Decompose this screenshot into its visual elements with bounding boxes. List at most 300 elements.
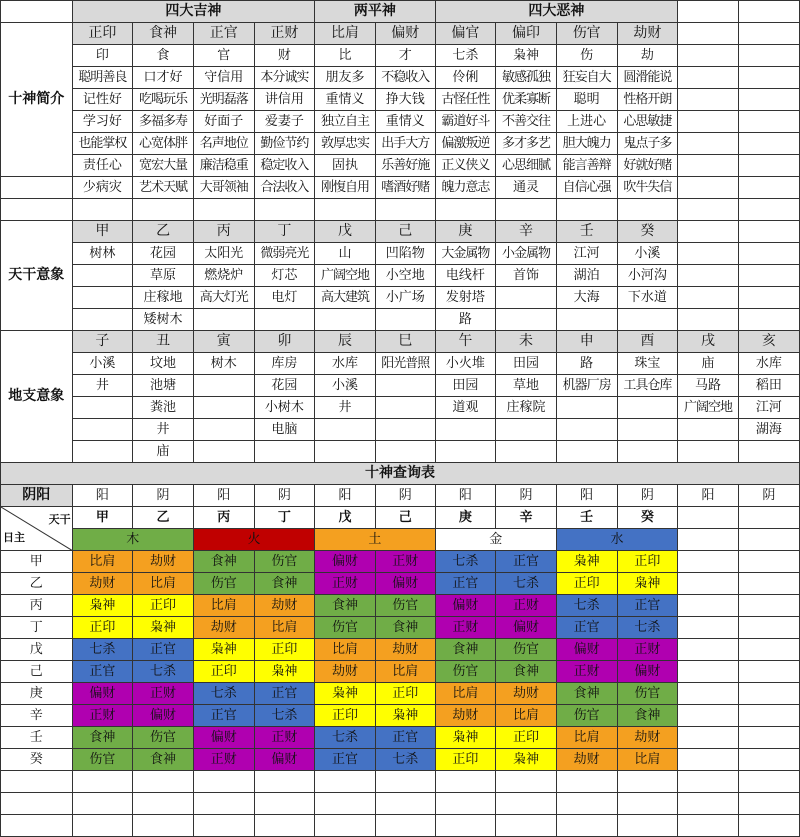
shishen-trait: 吹牛失信	[617, 177, 678, 199]
shishen-trait: 学习好	[72, 111, 133, 133]
shishen-result: 比肩	[133, 573, 194, 595]
query-gan-header: 辛	[496, 507, 557, 529]
dizhi-image: 小溪	[315, 375, 376, 397]
dizhi-image: 道观	[435, 397, 496, 419]
yinyang-value: 阳	[556, 485, 617, 507]
dizhi-image: 坟地	[133, 353, 194, 375]
shishen-result: 食神	[193, 551, 254, 573]
empty-cell	[738, 111, 799, 133]
empty-cell	[678, 705, 739, 727]
shishen-result: 正财	[435, 617, 496, 639]
shishen-result: 正官	[556, 617, 617, 639]
shishen-result: 食神	[315, 595, 376, 617]
empty-cell	[1, 199, 73, 221]
yinyang-value: 阴	[133, 485, 194, 507]
dizhi-image: 田园	[496, 353, 557, 375]
dizhi-image: 水库	[738, 353, 799, 375]
shishen-result: 正财	[133, 683, 194, 705]
element-band: 水	[556, 529, 677, 551]
empty-cell	[193, 815, 254, 837]
shishen-result: 七杀	[375, 749, 435, 771]
dizhi-image	[556, 419, 617, 441]
empty-cell	[556, 199, 617, 221]
dizhi-image	[375, 397, 435, 419]
dizhi-header: 卯	[254, 331, 315, 353]
empty-cell	[617, 771, 678, 793]
shishen-trait: 偏激叛逆	[435, 133, 496, 155]
shishen-result: 食神	[435, 639, 496, 661]
dizhi-image: 路	[556, 353, 617, 375]
tiangan-image: 凹陷物	[375, 243, 435, 265]
dizhi-image: 井	[72, 375, 133, 397]
shishen-trait: 能言善辩	[556, 155, 617, 177]
shishen-result: 正财	[193, 749, 254, 771]
shishen-trait: 出手大方	[375, 133, 435, 155]
tiangan-header: 丁	[254, 221, 315, 243]
empty-cell	[254, 771, 315, 793]
corner-daymaster-tiangan	[1, 507, 73, 551]
shishen-trait: 官	[193, 45, 254, 67]
empty-cell	[678, 507, 739, 529]
shishen-result: 伤官	[193, 573, 254, 595]
empty-cell	[1, 771, 73, 793]
dizhi-header: 亥	[738, 331, 799, 353]
dizhi-image: 小树木	[254, 397, 315, 419]
shishen-result: 伤官	[617, 683, 678, 705]
shishen-result: 伤官	[435, 661, 496, 683]
empty-cell	[738, 617, 799, 639]
element-band: 火	[193, 529, 314, 551]
tiangan-image: 微弱亮光	[254, 243, 315, 265]
shishen-trait: 挣大钱	[375, 89, 435, 111]
empty-cell	[375, 815, 435, 837]
empty-cell	[435, 771, 496, 793]
empty-cell	[738, 287, 799, 309]
day-master: 乙	[1, 573, 73, 595]
shishen-trait: 印	[72, 45, 133, 67]
section-label-dizhi: 地支意象	[1, 331, 73, 463]
shishen-result: 正官	[496, 551, 557, 573]
day-master: 庚	[1, 683, 73, 705]
shishen-result: 正财	[496, 595, 557, 617]
dizhi-image	[435, 419, 496, 441]
shishen-trait: 财	[254, 45, 315, 67]
shishen-trait: 名声地位	[193, 133, 254, 155]
day-master: 癸	[1, 749, 73, 771]
query-gan-header: 乙	[133, 507, 194, 529]
shishen-trait: 古怪任性	[435, 89, 496, 111]
shishen-result: 正财	[556, 661, 617, 683]
dizhi-image	[72, 397, 133, 419]
dizhi-image	[315, 419, 376, 441]
shishen-result: 劫财	[193, 617, 254, 639]
dizhi-header: 丑	[133, 331, 194, 353]
empty-cell	[738, 661, 799, 683]
dizhi-image: 江河	[738, 397, 799, 419]
dizhi-image	[496, 441, 557, 463]
dizhi-image	[617, 441, 678, 463]
shishen-trait: 责任心	[72, 155, 133, 177]
shishen-result: 七杀	[315, 727, 376, 749]
dizhi-image	[556, 441, 617, 463]
shishen-result: 食神	[556, 683, 617, 705]
shishen-result: 伤官	[133, 727, 194, 749]
shishen-trait: 魄力意志	[435, 177, 496, 199]
shishen-result: 正财	[72, 705, 133, 727]
yinyang-value: 阳	[315, 485, 376, 507]
dizhi-image	[315, 441, 376, 463]
tiangan-image: 发射塔	[435, 287, 496, 309]
shishen-result: 枭神	[435, 727, 496, 749]
dizhi-image: 电脑	[254, 419, 315, 441]
yinyang-value: 阳	[435, 485, 496, 507]
dizhi-image: 草地	[496, 375, 557, 397]
empty-cell	[678, 177, 739, 199]
day-master: 甲	[1, 551, 73, 573]
shishen-result: 正官	[72, 661, 133, 683]
shishen-trait: 口才好	[133, 67, 194, 89]
shishen-result: 正印	[72, 617, 133, 639]
tiangan-image: 小金属物	[496, 243, 557, 265]
god-name-header: 正印	[72, 23, 133, 45]
shishen-result: 劫财	[375, 639, 435, 661]
tiangan-image: 燃烧炉	[193, 265, 254, 287]
tiangan-image	[496, 287, 557, 309]
shishen-result: 正印	[193, 661, 254, 683]
shishen-result: 正印	[556, 573, 617, 595]
empty-cell	[496, 199, 557, 221]
empty-cell	[193, 793, 254, 815]
shishen-trait: 自信心强	[556, 177, 617, 199]
shishen-result: 伤官	[556, 705, 617, 727]
query-gan-header: 己	[375, 507, 435, 529]
empty-cell	[738, 89, 799, 111]
empty-cell	[738, 23, 799, 45]
tiangan-header: 壬	[556, 221, 617, 243]
day-master: 壬	[1, 727, 73, 749]
shishen-trait: 勤俭节约	[254, 133, 315, 155]
shishen-result: 七杀	[254, 705, 315, 727]
dizhi-image: 阳光普照	[375, 353, 435, 375]
empty-cell	[678, 815, 739, 837]
empty-cell	[738, 199, 799, 221]
dizhi-image: 马路	[678, 375, 739, 397]
empty-cell	[133, 793, 194, 815]
yinyang-value: 阳	[193, 485, 254, 507]
empty-cell	[738, 67, 799, 89]
shishen-result: 比肩	[556, 727, 617, 749]
header-two-neutral: 两平神	[315, 1, 435, 23]
tiangan-image	[315, 309, 376, 331]
shishen-result: 伤官	[375, 595, 435, 617]
yinyang-value: 阳	[678, 485, 739, 507]
empty-cell	[678, 551, 739, 573]
shishen-result: 劫财	[617, 727, 678, 749]
dizhi-header: 酉	[617, 331, 678, 353]
god-name-header: 正官	[193, 23, 254, 45]
god-name-header: 食神	[133, 23, 194, 45]
dizhi-image	[556, 397, 617, 419]
empty-cell	[738, 1, 799, 23]
day-master: 己	[1, 661, 73, 683]
empty-cell	[678, 199, 739, 221]
yinyang-value: 阳	[72, 485, 133, 507]
empty-cell	[738, 177, 799, 199]
dizhi-header: 申	[556, 331, 617, 353]
empty-cell	[1, 177, 73, 199]
yinyang-value: 阴	[738, 485, 799, 507]
corner-cell	[1, 1, 73, 23]
shishen-result: 正印	[315, 705, 376, 727]
dizhi-image: 花园	[254, 375, 315, 397]
shishen-result: 枭神	[315, 683, 376, 705]
shishen-result: 七杀	[193, 683, 254, 705]
shishen-trait: 伶俐	[435, 67, 496, 89]
empty-cell	[1, 793, 73, 815]
header-four-auspicious: 四大吉神	[72, 1, 315, 23]
shishen-result: 正印	[496, 727, 557, 749]
shishen-trait: 重情义	[315, 89, 376, 111]
shishen-trait: 上进心	[556, 111, 617, 133]
dizhi-header: 未	[496, 331, 557, 353]
shishen-trait: 大哥领袖	[193, 177, 254, 199]
empty-cell	[678, 749, 739, 771]
tiangan-image: 太阳光	[193, 243, 254, 265]
dizhi-image: 机器厂房	[556, 375, 617, 397]
empty-cell	[738, 705, 799, 727]
tiangan-image: 路	[435, 309, 496, 331]
shishen-trait: 聪明	[556, 89, 617, 111]
shishen-trait: 敏感孤独	[496, 67, 557, 89]
shishen-result: 劫财	[72, 573, 133, 595]
tiangan-image: 下水道	[617, 287, 678, 309]
shishen-result: 正印	[254, 639, 315, 661]
empty-cell	[678, 221, 739, 243]
tiangan-image: 首饰	[496, 265, 557, 287]
query-gan-header: 丙	[193, 507, 254, 529]
empty-cell	[678, 595, 739, 617]
empty-cell	[435, 199, 496, 221]
empty-cell	[678, 639, 739, 661]
shishen-trait: 心思细腻	[496, 155, 557, 177]
shishen-result: 偏财	[193, 727, 254, 749]
dizhi-image	[617, 397, 678, 419]
shishen-result: 比肩	[375, 661, 435, 683]
shishen-result: 枭神	[254, 661, 315, 683]
shishen-trait: 比	[315, 45, 376, 67]
shishen-result: 伤官	[315, 617, 376, 639]
shishen-result: 正财	[375, 551, 435, 573]
shishen-result: 食神	[254, 573, 315, 595]
shishen-trait: 不稳收入	[375, 67, 435, 89]
empty-cell	[133, 815, 194, 837]
shishen-trait: 艺术天赋	[133, 177, 194, 199]
god-name-header: 偏官	[435, 23, 496, 45]
tiangan-image	[72, 265, 133, 287]
shishen-result: 正官	[617, 595, 678, 617]
shishen-result: 劫财	[315, 661, 376, 683]
empty-cell	[678, 45, 739, 67]
shishen-result: 枭神	[617, 573, 678, 595]
dizhi-image	[72, 419, 133, 441]
shishen-trait: 宽宏大量	[133, 155, 194, 177]
day-master: 戊	[1, 639, 73, 661]
day-master: 丙	[1, 595, 73, 617]
empty-cell	[315, 793, 376, 815]
god-name-header: 比肩	[315, 23, 376, 45]
dizhi-image: 庄稼院	[496, 397, 557, 419]
shishen-result: 正官	[254, 683, 315, 705]
empty-cell	[315, 815, 376, 837]
dizhi-image: 井	[315, 397, 376, 419]
shishen-trait: 伤	[556, 45, 617, 67]
empty-cell	[678, 793, 739, 815]
empty-cell	[617, 199, 678, 221]
empty-cell	[678, 727, 739, 749]
shishen-trait: 吃喝玩乐	[133, 89, 194, 111]
empty-cell	[678, 529, 739, 551]
empty-cell	[678, 111, 739, 133]
empty-cell	[738, 727, 799, 749]
shishen-result: 正官	[315, 749, 376, 771]
corner-gan-label: 天干	[48, 513, 71, 526]
shishen-result: 七杀	[496, 573, 557, 595]
dizhi-image: 井	[133, 419, 194, 441]
dizhi-image	[375, 441, 435, 463]
empty-cell	[738, 309, 799, 331]
empty-cell	[678, 617, 739, 639]
dizhi-image	[678, 441, 739, 463]
empty-cell	[678, 309, 739, 331]
empty-cell	[193, 771, 254, 793]
element-band: 金	[435, 529, 556, 551]
shishen-result: 比肩	[193, 595, 254, 617]
shishen-trait: 少病灾	[72, 177, 133, 199]
empty-cell	[678, 771, 739, 793]
tiangan-header: 己	[375, 221, 435, 243]
empty-cell	[678, 683, 739, 705]
shishen-result: 偏财	[617, 661, 678, 683]
shishen-result: 食神	[375, 617, 435, 639]
shishen-result: 七杀	[133, 661, 194, 683]
empty-cell	[678, 265, 739, 287]
tiangan-image: 山	[315, 243, 376, 265]
shishen-trait: 合法收入	[254, 177, 315, 199]
dizhi-image	[193, 419, 254, 441]
shishen-trait: 好就好赌	[617, 155, 678, 177]
header-four-malefic: 四大恶神	[435, 1, 678, 23]
empty-cell	[617, 793, 678, 815]
query-gan-header: 戊	[315, 507, 376, 529]
empty-cell	[678, 1, 739, 23]
tiangan-image: 电灯	[254, 287, 315, 309]
dizhi-header: 戌	[678, 331, 739, 353]
dizhi-header: 子	[72, 331, 133, 353]
tiangan-image: 江河	[556, 243, 617, 265]
empty-cell	[556, 815, 617, 837]
shishen-result: 食神	[133, 749, 194, 771]
shishen-trait: 刚愎自用	[315, 177, 376, 199]
god-name-header: 正财	[254, 23, 315, 45]
tiangan-header: 庚	[435, 221, 496, 243]
dizhi-image	[193, 397, 254, 419]
query-gan-header: 甲	[72, 507, 133, 529]
empty-cell	[738, 595, 799, 617]
dizhi-image	[72, 441, 133, 463]
shishen-result: 正官	[133, 639, 194, 661]
shishen-result: 偏财	[72, 683, 133, 705]
empty-cell	[738, 683, 799, 705]
shishen-result: 枭神	[133, 617, 194, 639]
shishen-result: 食神	[617, 705, 678, 727]
tiangan-image: 高大灯光	[193, 287, 254, 309]
shishen-result: 比肩	[315, 639, 376, 661]
shishen-trait: 稳定收入	[254, 155, 315, 177]
tiangan-header: 乙	[133, 221, 194, 243]
yinyang-value: 阴	[254, 485, 315, 507]
shishen-trait: 多才多艺	[496, 133, 557, 155]
tiangan-image	[617, 309, 678, 331]
shishen-result: 枭神	[556, 551, 617, 573]
god-name-header: 伤官	[556, 23, 617, 45]
god-name-header: 偏财	[375, 23, 435, 45]
shishen-trait: 聪明善良	[72, 67, 133, 89]
empty-cell	[254, 793, 315, 815]
shishen-trait: 爱妻子	[254, 111, 315, 133]
shishen-result: 比肩	[254, 617, 315, 639]
tiangan-image: 湖泊	[556, 265, 617, 287]
shishen-trait: 劫	[617, 45, 678, 67]
shishen-trait: 重情义	[375, 111, 435, 133]
shishen-trait: 光明磊落	[193, 89, 254, 111]
shishen-trait: 本分诚实	[254, 67, 315, 89]
element-band: 土	[315, 529, 435, 551]
shishen-result: 正印	[375, 683, 435, 705]
shishen-result: 正印	[133, 595, 194, 617]
empty-cell	[72, 771, 133, 793]
shishen-result: 偏财	[315, 551, 376, 573]
shishen-result: 枭神	[193, 639, 254, 661]
empty-cell	[738, 815, 799, 837]
empty-cell	[72, 793, 133, 815]
dizhi-header: 午	[435, 331, 496, 353]
dizhi-image	[193, 375, 254, 397]
shishen-trait: 嗜酒好赌	[375, 177, 435, 199]
tiangan-image: 小广场	[375, 287, 435, 309]
yinyang-label: 阴阳	[1, 485, 73, 507]
tiangan-image	[72, 287, 133, 309]
dizhi-image: 珠宝	[617, 353, 678, 375]
shishen-result: 枭神	[496, 749, 557, 771]
shishen-result: 比肩	[496, 705, 557, 727]
dizhi-image: 田园	[435, 375, 496, 397]
god-name-header: 偏印	[496, 23, 557, 45]
tiangan-image	[254, 309, 315, 331]
tiangan-header: 戊	[315, 221, 376, 243]
tiangan-image: 灯芯	[254, 265, 315, 287]
tiangan-image: 大金属物	[435, 243, 496, 265]
tiangan-image: 庄稼地	[133, 287, 194, 309]
shishen-result: 劫财	[133, 551, 194, 573]
shishen-result: 偏财	[435, 595, 496, 617]
shishen-trait: 通灵	[496, 177, 557, 199]
empty-cell	[496, 771, 557, 793]
query-gan-header: 癸	[617, 507, 678, 529]
empty-cell	[375, 793, 435, 815]
shishen-trait: 好面子	[193, 111, 254, 133]
empty-cell	[556, 771, 617, 793]
dizhi-image: 池塘	[133, 375, 194, 397]
